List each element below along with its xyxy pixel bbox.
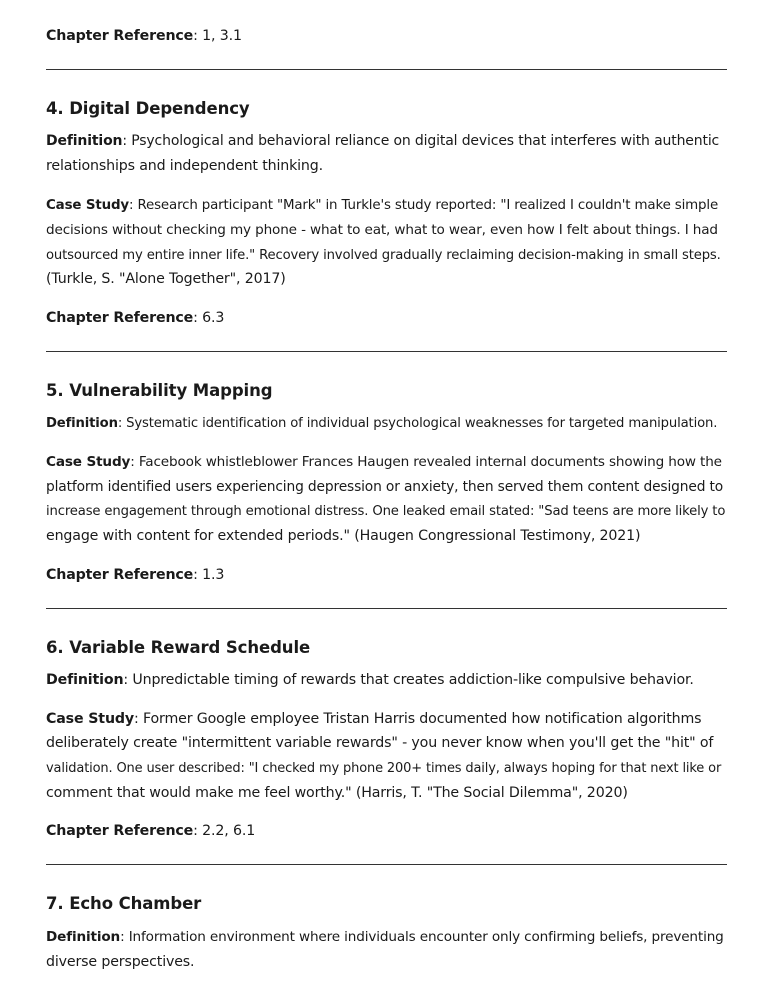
chapter-reference-label: Chapter Reference bbox=[46, 567, 194, 583]
section-divider bbox=[46, 69, 727, 70]
definition-line: Definition: Information environment where individuals encounter only confirming beliefs, preventing bbox=[46, 929, 724, 945]
case-study-label: Case Study bbox=[46, 454, 131, 470]
case-study-line: deliberately create "intermittent variable rewards" - you never know when you'll get the "hit" of bbox=[46, 735, 714, 751]
case-study-line: platform identified users experiencing depression or anxiety, then served them content designed to bbox=[46, 479, 724, 495]
section-divider bbox=[46, 864, 727, 865]
chapter-reference-label: Chapter Reference bbox=[46, 823, 194, 839]
case-study-line: increase engagement through emotional distress. One leaked email stated: "Sad teens are more likely to bbox=[46, 504, 726, 519]
case-study-line: engage with content for extended periods." (Haugen Congressional Testimony, 2021) bbox=[46, 528, 641, 544]
case-study-line: decisions without checking my phone - what to eat, what to wear, even how I felt about things. I had bbox=[46, 222, 718, 238]
definition-line: relationships and independent thinking. bbox=[46, 158, 323, 174]
chapter-reference-value: : 6.3 bbox=[193, 310, 225, 326]
section-heading: 6. Variable Reward Schedule bbox=[46, 638, 311, 657]
section-heading: 7. Echo Chamber bbox=[46, 894, 202, 913]
definition-label: Definition bbox=[46, 133, 123, 149]
chapter-reference-label: Chapter Reference bbox=[46, 310, 194, 326]
case-study-line: validation. One user described: "I checked my phone 200+ times daily, always hoping for that next like or bbox=[46, 761, 722, 776]
chapter-reference-label: Chapter Reference bbox=[46, 28, 194, 44]
case-study-line: Case Study: Research participant "Mark" in Turkle's study reported: "I realized I couldn't make simple bbox=[46, 198, 719, 213]
chapter-reference bbox=[46, 24, 727, 49]
section-heading: 5. Vulnerability Mapping bbox=[46, 381, 273, 400]
case-study-line: Case Study: Former Google employee Tristan Harris documented how notification algorithms bbox=[46, 711, 702, 727]
case-study-line: comment that would make me feel worthy." (Harris, T. "The Social Dilemma", 2020) bbox=[46, 785, 628, 801]
case-study-line: outsourced my entire inner life." Recovery involved gradually reclaiming decision-making in small steps. bbox=[46, 248, 721, 263]
definition-line: Definition: Systematic identification of individual psychological weaknesses for targeted manipulation. bbox=[46, 416, 718, 431]
chapter-reference bbox=[46, 563, 727, 588]
section-heading: 4. Digital Dependency bbox=[46, 99, 250, 118]
case-study-label: Case Study bbox=[46, 198, 129, 213]
definition-line: Definition: Unpredictable timing of rewards that creates addiction-like compulsive behavior. bbox=[46, 672, 694, 688]
chapter-reference bbox=[46, 306, 727, 331]
definition-label: Definition bbox=[46, 929, 121, 945]
definition-label: Definition bbox=[46, 672, 124, 688]
definition-line: Definition: Psychological and behavioral reliance on digital devices that interferes with authentic bbox=[46, 133, 720, 149]
chapter-reference-value: : 1, 3.1 bbox=[193, 28, 242, 44]
case-study-label: Case Study bbox=[46, 711, 134, 727]
section-divider bbox=[46, 351, 727, 352]
chapter-reference-value: : 1.3 bbox=[193, 567, 225, 583]
definition-label: Definition bbox=[46, 416, 118, 431]
chapter-reference bbox=[46, 819, 727, 844]
case-study-line: Case Study: Facebook whistleblower Frances Haugen revealed internal documents showing how the bbox=[46, 454, 722, 470]
case-study-line: (Turkle, S. "Alone Together", 2017) bbox=[46, 271, 286, 287]
section-divider bbox=[46, 608, 727, 609]
chapter-reference-value: : 2.2, 6.1 bbox=[193, 823, 256, 839]
definition-line: diverse perspectives. bbox=[46, 954, 195, 970]
